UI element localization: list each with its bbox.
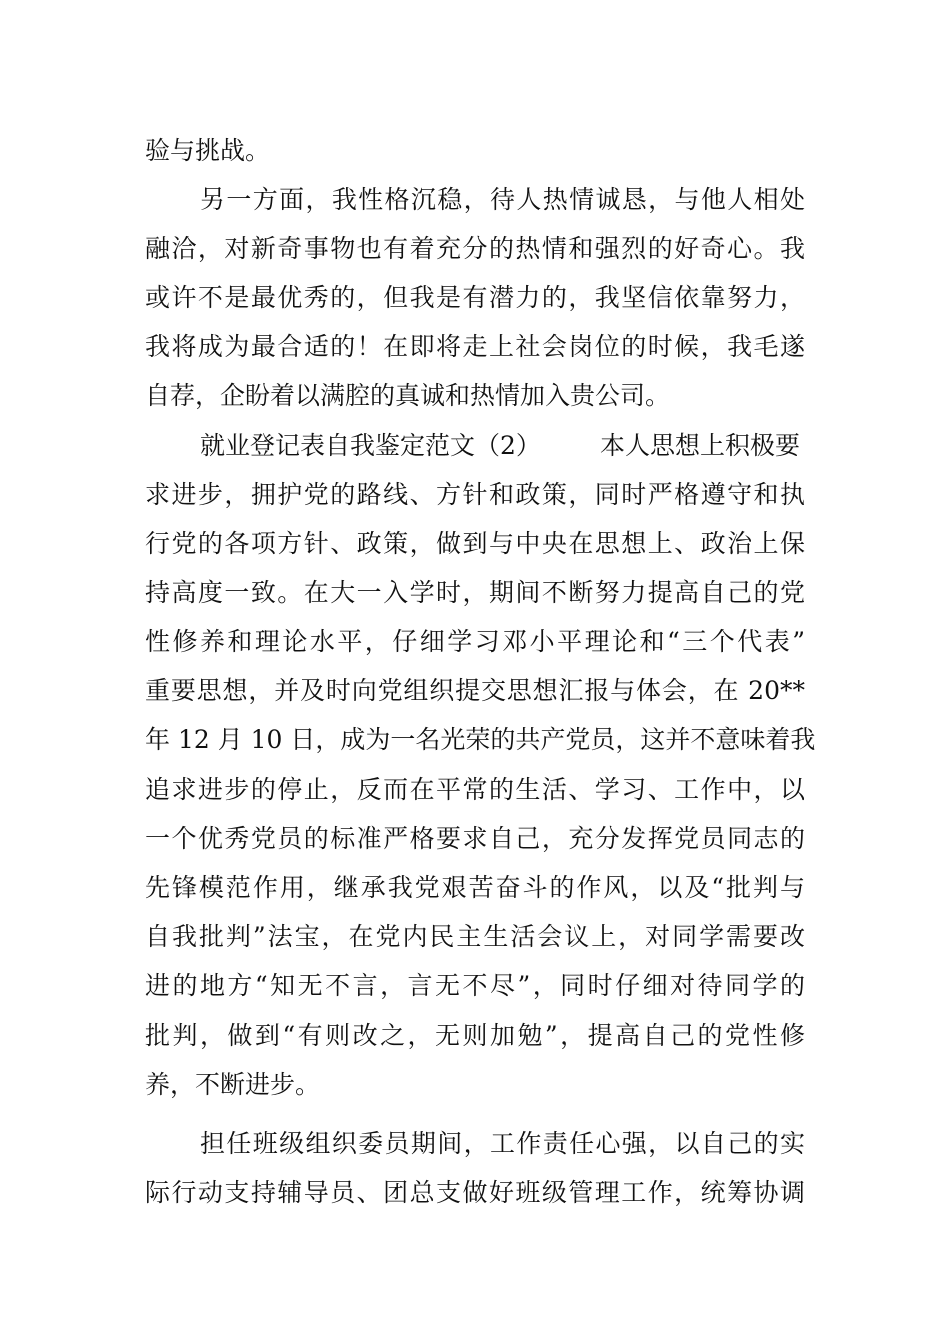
text-line (0, 1173, 950, 1213)
text-line (0, 131, 950, 171)
text-line (0, 376, 950, 416)
line-text: 我将成为最合适的！在即将走上社会岗位的时候，我毛遂 (145, 332, 805, 361)
line-text: 担任班级组织委员期间，工作责任心强，以自己的实 (200, 1129, 805, 1158)
text-line (0, 770, 950, 810)
line-text: 自荐，企盼着以满腔的真诚和热情加入贵公司。 (145, 381, 671, 410)
line-text: 追求进步的停止，反而在平常的生活、学习、工作中，以 (145, 775, 805, 804)
text-line (0, 819, 950, 859)
section-heading: 就业登记表自我鉴定范文（2） (200, 431, 541, 460)
paragraph-first-line (0, 180, 950, 220)
section-heading-line (0, 426, 950, 466)
text-line (0, 1065, 950, 1105)
text-line (0, 524, 950, 564)
text-line (0, 622, 950, 662)
text-line (0, 327, 950, 367)
line-text: 求进步，拥护党的路线、方针和政策，同时严格遵守和执 (145, 480, 805, 509)
text-line (0, 475, 950, 515)
line-text: 养，不断进步。 (145, 1070, 321, 1099)
text-line (0, 966, 950, 1006)
line-text: 行党的各项方针、政策，做到与中央在思想上、政治上保 (145, 529, 805, 558)
line-text: 批判，做到“有则改之，无则加勉”，提高自己的党性修 (145, 1021, 805, 1050)
line-text: 验与挑战。 (145, 136, 271, 165)
line-text: 自我批判”法宝，在党内民主生活会议上，对同学需要改 (145, 922, 805, 951)
text-line (0, 917, 950, 957)
text-line (0, 229, 950, 269)
line-text: 融洽，对新奇事物也有着充分的热情和强烈的好奇心。我 (145, 234, 805, 263)
line-text: 性修养和理论水平，仔细学习邓小平理论和“三个代表” (145, 627, 805, 656)
line-text: 年 12 月 10 日，成为一名光荣的共产党员，这并不意味着我 (145, 725, 816, 754)
text-line (0, 671, 950, 711)
paragraph-first-line (0, 1124, 950, 1164)
line-text: 另一方面，我性格沉稳，待人热情诚恳，与他人相处 (200, 185, 805, 214)
line-text: 先锋模范作用，继承我党艰苦奋斗的作风，以及“批判与 (145, 873, 805, 902)
line-text: 持高度一致。在大一入学时，期间不断努力提高自己的党 (145, 578, 805, 607)
line-text: 一个优秀党员的标准严格要求自己，充分发挥党员同志的 (145, 824, 805, 853)
text-line (0, 868, 950, 908)
line-text: 进的地方“知无不言，言无不尽”，同时仔细对待同学的 (145, 971, 805, 1000)
text-line (0, 278, 950, 318)
line-text: 本人思想上积极要 (600, 431, 801, 460)
text-line (0, 573, 950, 613)
text-line (0, 720, 950, 760)
line-text: 际行动支持辅导员、团总支做好班级管理工作，统筹协调 (145, 1178, 805, 1207)
line-text: 或许不是最优秀的，但我是有潜力的，我坚信依靠努力， (145, 283, 805, 312)
line-text: 重要思想，并及时向党组织提交思想汇报与体会，在 20** (145, 676, 805, 705)
text-line (0, 1016, 950, 1056)
